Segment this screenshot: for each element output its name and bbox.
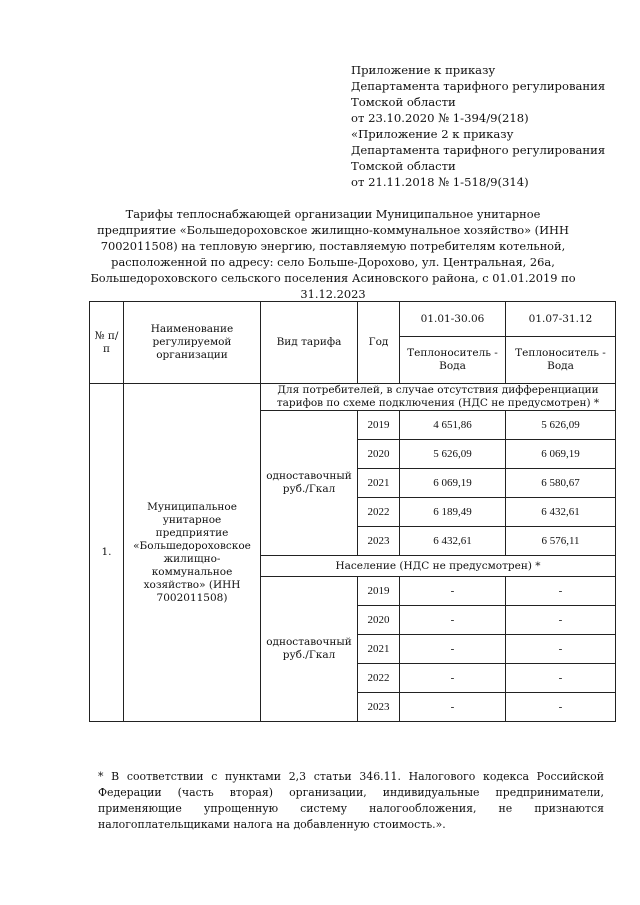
appendix-line: Департамента тарифного регулирования bbox=[351, 143, 606, 157]
header-year: Год bbox=[358, 302, 400, 384]
year-cell: 2019 bbox=[358, 411, 400, 440]
header-period-1: 01.01-30.06 bbox=[400, 302, 506, 337]
tariff-value-h1: 4 651,86 bbox=[400, 411, 506, 440]
tariff-value-h2: 6 432,61 bbox=[506, 498, 616, 527]
tariff-value-h2: 5 626,09 bbox=[506, 411, 616, 440]
tariff-value-h2: 6 580,67 bbox=[506, 469, 616, 498]
appendix-line: «Приложение 2 к приказу bbox=[351, 127, 514, 141]
tariff-value-h1: 5 626,09 bbox=[400, 440, 506, 469]
appendix-line: Томской области bbox=[351, 159, 456, 173]
tariff-value-h1: 6 069,19 bbox=[400, 469, 506, 498]
appendix-header bbox=[351, 62, 631, 190]
tariff-value-h1: - bbox=[400, 664, 506, 693]
year-cell: 2020 bbox=[358, 440, 400, 469]
year-cell: 2022 bbox=[358, 664, 400, 693]
footnote: * В соответствии с пунктами 2,3 статьи 346.11. Налогового кодекса Российской Федерации (часть вторая) организации, индивидуальные предприниматели, применяющие упрощенную систему налогообложения, не признаются налогоплательщиками налога на добавленную стоимость.». bbox=[98, 770, 604, 831]
tariff-value-h1: - bbox=[400, 635, 506, 664]
appendix-line: от 23.10.2020 № 1-394/9(218) bbox=[351, 111, 529, 125]
row-number: 1. bbox=[90, 384, 124, 722]
appendix-line: Томской области bbox=[351, 95, 456, 109]
tariff-value-h1: 6 432,61 bbox=[400, 527, 506, 556]
category-label: Для потребителей, в случае отсутствия дифференциации тарифов по схеме подключения (НДС не предусмотрен) * bbox=[261, 384, 616, 411]
header-carrier-2: Теплоноситель - Вода bbox=[506, 337, 616, 384]
year-cell: 2021 bbox=[358, 469, 400, 498]
tariff-type-cell: одноставочный руб./Гкал bbox=[261, 577, 358, 722]
tariff-value-h1: - bbox=[400, 693, 506, 722]
year-cell: 2020 bbox=[358, 606, 400, 635]
tariff-value-h1: 6 189,49 bbox=[400, 498, 506, 527]
header-num: № п/п bbox=[90, 302, 124, 384]
tariff-value-h2: 6 576,11 bbox=[506, 527, 616, 556]
tariff-type-cell: одноставочный руб./Гкал bbox=[261, 411, 358, 556]
organization-name: Муниципальное унитарное предприятие «Большедороховское жилищно-коммунальное хозяйство» (ИНН 7002011508) bbox=[124, 384, 261, 722]
header-tariff-type: Вид тарифа bbox=[261, 302, 358, 384]
tariff-value-h2: - bbox=[506, 693, 616, 722]
year-cell: 2021 bbox=[358, 635, 400, 664]
tariff-value-h1: - bbox=[400, 606, 506, 635]
appendix-line: Департамента тарифного регулирования bbox=[351, 79, 606, 93]
tariff-value-h2: - bbox=[506, 606, 616, 635]
tariff-value-h2: - bbox=[506, 664, 616, 693]
year-cell: 2022 bbox=[358, 498, 400, 527]
tariff-value-h2: - bbox=[506, 577, 616, 606]
year-cell: 2023 bbox=[358, 693, 400, 722]
tariff-table bbox=[89, 301, 616, 722]
year-cell: 2023 bbox=[358, 527, 400, 556]
document-title: Тарифы теплоснабжающей организации Муниципальное унитарное предприятие «Большедороховское жилищно-коммунальное хозяйство» (ИНН 7002011508) на тепловую энергию, поставляемую потребителям котельной, расположенной по адресу: село Больше-Дорохово, ул. Центральная, 26а, Большедороховского сельского поселения Асиновского района, с 01.01.2019 по 31.12.2023 bbox=[90, 207, 576, 301]
header-period-2: 01.07-31.12 bbox=[506, 302, 616, 337]
header-carrier-1: Теплоноситель - Вода bbox=[400, 337, 506, 384]
category-label: Население (НДС не предусмотрен) * bbox=[261, 556, 616, 577]
tariff-value-h2: - bbox=[506, 635, 616, 664]
appendix-line: от 21.11.2018 № 1-518/9(314) bbox=[351, 175, 529, 189]
header-org: Наименование регулируемой организации bbox=[124, 302, 261, 384]
appendix-line: Приложение к приказу bbox=[351, 63, 496, 77]
tariff-value-h1: - bbox=[400, 577, 506, 606]
year-cell: 2019 bbox=[358, 577, 400, 606]
tariff-value-h2: 6 069,19 bbox=[506, 440, 616, 469]
